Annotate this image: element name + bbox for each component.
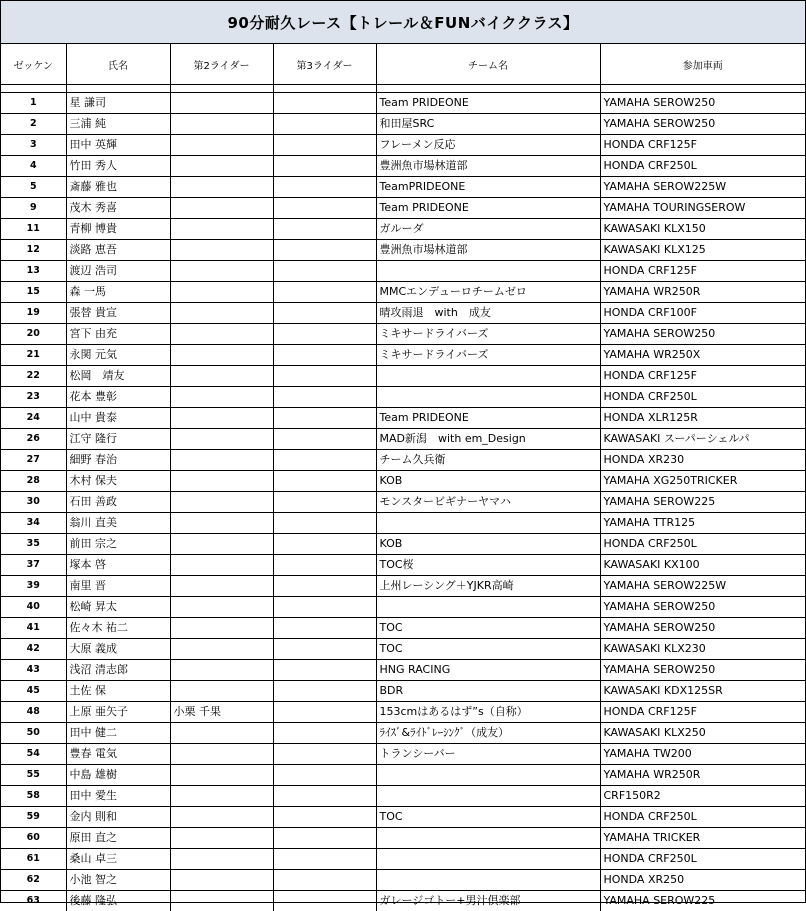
table-row — [1, 345, 805, 366]
second-rider-cell — [170, 408, 273, 429]
bib-number-cell: 50 — [1, 723, 66, 744]
rider-name-cell: 斎藤 雅也 — [66, 177, 170, 198]
bib-number-cell: 63 — [1, 891, 66, 911]
table-row — [1, 471, 805, 492]
vehicle-cell: YAMAHA WR250R — [600, 282, 805, 303]
rider-name-cell: 土佐 保 — [66, 681, 170, 702]
table-row — [1, 513, 805, 534]
second-rider-cell: 小栗 千果 — [170, 702, 273, 723]
third-rider-cell — [273, 786, 376, 807]
bib-number-cell: 1 — [1, 93, 66, 114]
bib-number-cell: 22 — [1, 366, 66, 387]
header-spacer-row — [1, 85, 805, 93]
vehicle-cell: YAMAHA SEROW250 — [600, 597, 805, 618]
third-rider-cell — [273, 282, 376, 303]
vehicle-cell: KAWASAKI KLX150 — [600, 219, 805, 240]
spacer-cell — [66, 85, 170, 93]
vehicle-cell: KAWASAKI KLX250 — [600, 723, 805, 744]
table-row — [1, 429, 805, 450]
table-row — [1, 93, 805, 114]
vehicle-cell: HONDA CRF250L — [600, 807, 805, 828]
rider-name-cell: 田中 愛生 — [66, 786, 170, 807]
team-name-cell: TOC — [376, 639, 600, 660]
header-vehicle: 参加車両 — [600, 44, 805, 85]
table-row — [1, 618, 805, 639]
table-row — [1, 198, 805, 219]
second-rider-cell — [170, 450, 273, 471]
team-name-cell: Team PRIDEONE — [376, 93, 600, 114]
third-rider-cell — [273, 471, 376, 492]
rider-name-cell: 松岡 靖友 — [66, 366, 170, 387]
vehicle-cell: HONDA CRF250L — [600, 156, 805, 177]
table-row — [1, 660, 805, 681]
second-rider-cell — [170, 639, 273, 660]
vehicle-cell: HONDA CRF250L — [600, 387, 805, 408]
second-rider-cell — [170, 114, 273, 135]
bib-number-cell: 39 — [1, 576, 66, 597]
table-row — [1, 702, 805, 723]
vehicle-cell: KAWASAKI KX100 — [600, 555, 805, 576]
rider-name-cell: 原田 直之 — [66, 828, 170, 849]
bib-number-cell: 30 — [1, 492, 66, 513]
rider-name-cell: 張替 貴宣 — [66, 303, 170, 324]
team-name-cell: TeamPRIDEONE — [376, 177, 600, 198]
vehicle-cell: YAMAHA WR250X — [600, 345, 805, 366]
header-second-rider: 第2ライダー — [170, 44, 273, 85]
bib-number-cell: 5 — [1, 177, 66, 198]
third-rider-cell — [273, 177, 376, 198]
rider-name-cell: 細野 春治 — [66, 450, 170, 471]
bib-number-cell: 12 — [1, 240, 66, 261]
table-body — [1, 93, 805, 911]
third-rider-cell — [273, 849, 376, 870]
third-rider-cell — [273, 765, 376, 786]
second-rider-cell — [170, 240, 273, 261]
third-rider-cell — [273, 576, 376, 597]
rider-name-cell: 石田 善政 — [66, 492, 170, 513]
team-name-cell: 豊洲魚市場林道部 — [376, 156, 600, 177]
table-row — [1, 219, 805, 240]
rider-name-cell: 田中 健二 — [66, 723, 170, 744]
bib-number-cell: 61 — [1, 849, 66, 870]
table-row — [1, 114, 805, 135]
table-row — [1, 261, 805, 282]
vehicle-cell: YAMAHA SEROW225W — [600, 177, 805, 198]
bib-number-cell: 24 — [1, 408, 66, 429]
third-rider-cell — [273, 93, 376, 114]
header-rider-name: 氏名 — [66, 44, 170, 85]
rider-name-cell: 前田 宗之 — [66, 534, 170, 555]
bib-number-cell: 59 — [1, 807, 66, 828]
second-rider-cell — [170, 303, 273, 324]
bib-number-cell: 27 — [1, 450, 66, 471]
vehicle-cell: HONDA XLR125R — [600, 408, 805, 429]
table-row — [1, 492, 805, 513]
vehicle-cell: HONDA XR250 — [600, 870, 805, 891]
vehicle-cell: KAWASAKI KLX125 — [600, 240, 805, 261]
third-rider-cell — [273, 303, 376, 324]
rider-name-cell: 金内 則和 — [66, 807, 170, 828]
third-rider-cell — [273, 513, 376, 534]
table-row — [1, 744, 805, 765]
second-rider-cell — [170, 555, 273, 576]
team-name-cell: ミキサードライバーズ — [376, 345, 600, 366]
third-rider-cell — [273, 534, 376, 555]
bib-number-cell: 19 — [1, 303, 66, 324]
rider-name-cell: 浅沼 清志郎 — [66, 660, 170, 681]
third-rider-cell — [273, 240, 376, 261]
second-rider-cell — [170, 135, 273, 156]
second-rider-cell — [170, 618, 273, 639]
team-name-cell: TOC — [376, 618, 600, 639]
third-rider-cell — [273, 681, 376, 702]
bib-number-cell: 45 — [1, 681, 66, 702]
entry-table — [1, 44, 805, 911]
table-row — [1, 681, 805, 702]
rider-name-cell: 塚本 啓 — [66, 555, 170, 576]
team-name-cell: チーム久兵衛 — [376, 450, 600, 471]
third-rider-cell — [273, 387, 376, 408]
table-row — [1, 282, 805, 303]
team-name-cell: ガレージゴトー+男汁倶楽部 — [376, 891, 600, 911]
rider-name-cell: 山中 貴泰 — [66, 408, 170, 429]
table-row — [1, 387, 805, 408]
team-name-cell: MAD新潟 with em_Design — [376, 429, 600, 450]
vehicle-cell: HONDA CRF125F — [600, 702, 805, 723]
vehicle-cell: KAWASAKI KDX125SR — [600, 681, 805, 702]
third-rider-cell — [273, 219, 376, 240]
second-rider-cell — [170, 660, 273, 681]
third-rider-cell — [273, 639, 376, 660]
second-rider-cell — [170, 156, 273, 177]
vehicle-cell: YAMAHA WR250R — [600, 765, 805, 786]
bib-number-cell: 54 — [1, 744, 66, 765]
team-name-cell: 和田屋SRC — [376, 114, 600, 135]
third-rider-cell — [273, 198, 376, 219]
third-rider-cell — [273, 618, 376, 639]
bib-number-cell: 37 — [1, 555, 66, 576]
rider-name-cell: 森 一馬 — [66, 282, 170, 303]
team-name-cell: 上州レーシング＋YJKR高崎 — [376, 576, 600, 597]
rider-name-cell: 田中 英輝 — [66, 135, 170, 156]
second-rider-cell — [170, 513, 273, 534]
team-name-cell — [376, 261, 600, 282]
vehicle-cell: YAMAHA TRICKER — [600, 828, 805, 849]
bib-number-cell: 62 — [1, 870, 66, 891]
second-rider-cell — [170, 597, 273, 618]
third-rider-cell — [273, 492, 376, 513]
team-name-cell — [376, 786, 600, 807]
header-bib-number: ゼッケン — [1, 44, 66, 85]
second-rider-cell — [170, 681, 273, 702]
sheet-title: 90分耐久レース【トレール＆FUNバイククラス】 — [1, 1, 805, 44]
table-row — [1, 576, 805, 597]
team-name-cell: 豊洲魚市場林道部 — [376, 240, 600, 261]
vehicle-cell: KAWASAKI スーパーシェルパ — [600, 429, 805, 450]
rider-name-cell: 渡辺 浩司 — [66, 261, 170, 282]
spacer-cell — [170, 85, 273, 93]
bib-number-cell: 58 — [1, 786, 66, 807]
second-rider-cell — [170, 576, 273, 597]
third-rider-cell — [273, 261, 376, 282]
second-rider-cell — [170, 492, 273, 513]
team-name-cell: KOB — [376, 534, 600, 555]
second-rider-cell — [170, 828, 273, 849]
team-name-cell: ガルーダ — [376, 219, 600, 240]
table-row — [1, 135, 805, 156]
bib-number-cell: 60 — [1, 828, 66, 849]
bib-number-cell: 40 — [1, 597, 66, 618]
table-row — [1, 723, 805, 744]
second-rider-cell — [170, 177, 273, 198]
table-row — [1, 303, 805, 324]
team-name-cell — [376, 849, 600, 870]
spacer-cell — [376, 85, 600, 93]
second-rider-cell — [170, 366, 273, 387]
second-rider-cell — [170, 870, 273, 891]
third-rider-cell — [273, 156, 376, 177]
rider-name-cell: 永関 元気 — [66, 345, 170, 366]
bib-number-cell: 34 — [1, 513, 66, 534]
second-rider-cell — [170, 786, 273, 807]
rider-name-cell: 松崎 昇太 — [66, 597, 170, 618]
rider-name-cell: 小池 智之 — [66, 870, 170, 891]
spacer-cell — [273, 85, 376, 93]
team-name-cell — [376, 870, 600, 891]
table-row — [1, 534, 805, 555]
team-name-cell: トランシーバー — [376, 744, 600, 765]
bib-number-cell: 15 — [1, 282, 66, 303]
table-row — [1, 177, 805, 198]
third-rider-cell — [273, 345, 376, 366]
table-row — [1, 828, 805, 849]
third-rider-cell — [273, 828, 376, 849]
rider-name-cell: 星 謙司 — [66, 93, 170, 114]
table-row — [1, 240, 805, 261]
team-name-cell: MMCエンデューロチームゼロ — [376, 282, 600, 303]
third-rider-cell — [273, 366, 376, 387]
table-row — [1, 156, 805, 177]
rider-name-cell: 宮下 由充 — [66, 324, 170, 345]
vehicle-cell: YAMAHA XG250TRICKER — [600, 471, 805, 492]
team-name-cell — [376, 597, 600, 618]
spacer-cell — [1, 85, 66, 93]
rider-name-cell: 淡路 恵吾 — [66, 240, 170, 261]
vehicle-cell: HONDA CRF100F — [600, 303, 805, 324]
team-name-cell: ミキサードライバーズ — [376, 324, 600, 345]
team-name-cell — [376, 387, 600, 408]
table-row — [1, 555, 805, 576]
third-rider-cell — [273, 114, 376, 135]
second-rider-cell — [170, 429, 273, 450]
second-rider-cell — [170, 387, 273, 408]
second-rider-cell — [170, 534, 273, 555]
vehicle-cell: YAMAHA SEROW225 — [600, 891, 805, 911]
rider-name-cell: 竹田 秀人 — [66, 156, 170, 177]
second-rider-cell — [170, 282, 273, 303]
team-name-cell: Team PRIDEONE — [376, 408, 600, 429]
team-name-cell: Team PRIDEONE — [376, 198, 600, 219]
table-row — [1, 765, 805, 786]
table-header-row — [1, 44, 805, 85]
second-rider-cell — [170, 891, 273, 911]
team-name-cell: 晴攻雨退 with 成友 — [376, 303, 600, 324]
rider-name-cell: 豊春 電気 — [66, 744, 170, 765]
rider-name-cell: 南里 晋 — [66, 576, 170, 597]
header-team-name: チーム名 — [376, 44, 600, 85]
third-rider-cell — [273, 891, 376, 911]
vehicle-cell: HONDA CRF125F — [600, 261, 805, 282]
team-name-cell: BDR — [376, 681, 600, 702]
team-name-cell: TOC — [376, 807, 600, 828]
bib-number-cell: 13 — [1, 261, 66, 282]
vehicle-cell: HONDA CRF250L — [600, 849, 805, 870]
second-rider-cell — [170, 324, 273, 345]
team-name-cell: モンスタービギナーヤマハ — [376, 492, 600, 513]
vehicle-cell: YAMAHA SEROW250 — [600, 114, 805, 135]
bib-number-cell: 55 — [1, 765, 66, 786]
rider-name-cell: 佐々木 祐二 — [66, 618, 170, 639]
rider-name-cell: 桑山 卓三 — [66, 849, 170, 870]
second-rider-cell — [170, 345, 273, 366]
second-rider-cell — [170, 471, 273, 492]
third-rider-cell — [273, 807, 376, 828]
rider-name-cell: 上原 亜矢子 — [66, 702, 170, 723]
vehicle-cell: YAMAHA TOURINGSEROW — [600, 198, 805, 219]
team-name-cell — [376, 765, 600, 786]
team-name-cell: ﾗｲｽﾞ&ﾗｲﾄﾞﾚｰｼﾝｸﾞ（成友） — [376, 723, 600, 744]
vehicle-cell: HONDA XR230 — [600, 450, 805, 471]
vehicle-cell: YAMAHA TW200 — [600, 744, 805, 765]
vehicle-cell: HONDA CRF125F — [600, 135, 805, 156]
bib-number-cell: 2 — [1, 114, 66, 135]
team-name-cell: 153cmはあるはず”s（自称） — [376, 702, 600, 723]
team-name-cell: KOB — [376, 471, 600, 492]
third-rider-cell — [273, 723, 376, 744]
bib-number-cell: 9 — [1, 198, 66, 219]
team-name-cell — [376, 366, 600, 387]
bib-number-cell: 42 — [1, 639, 66, 660]
third-rider-cell — [273, 324, 376, 345]
bib-number-cell: 21 — [1, 345, 66, 366]
third-rider-cell — [273, 702, 376, 723]
table-row — [1, 891, 805, 911]
table-row — [1, 597, 805, 618]
bib-number-cell: 48 — [1, 702, 66, 723]
second-rider-cell — [170, 849, 273, 870]
rider-name-cell: 青柳 博貴 — [66, 219, 170, 240]
second-rider-cell — [170, 198, 273, 219]
team-name-cell: TOC桜 — [376, 555, 600, 576]
third-rider-cell — [273, 408, 376, 429]
team-name-cell — [376, 513, 600, 534]
vehicle-cell: YAMAHA SEROW250 — [600, 324, 805, 345]
team-name-cell: HNG RACING — [376, 660, 600, 681]
second-rider-cell — [170, 744, 273, 765]
team-name-cell: フレーメン反応 — [376, 135, 600, 156]
bib-number-cell: 43 — [1, 660, 66, 681]
header-third-rider: 第3ライダー — [273, 44, 376, 85]
rider-name-cell: 江守 隆行 — [66, 429, 170, 450]
rider-name-cell: 茂木 秀喜 — [66, 198, 170, 219]
second-rider-cell — [170, 261, 273, 282]
bib-number-cell: 11 — [1, 219, 66, 240]
vehicle-cell: KAWASAKI KLX230 — [600, 639, 805, 660]
rider-name-cell: 後藤 隆弘 — [66, 891, 170, 911]
vehicle-cell: YAMAHA SEROW250 — [600, 93, 805, 114]
table-row — [1, 849, 805, 870]
table-row — [1, 870, 805, 891]
table-row — [1, 366, 805, 387]
third-rider-cell — [273, 597, 376, 618]
bib-number-cell: 35 — [1, 534, 66, 555]
table-row — [1, 324, 805, 345]
third-rider-cell — [273, 135, 376, 156]
rider-name-cell: 花本 豊彰 — [66, 387, 170, 408]
vehicle-cell: HONDA CRF250L — [600, 534, 805, 555]
bib-number-cell: 3 — [1, 135, 66, 156]
third-rider-cell — [273, 870, 376, 891]
vehicle-cell: CRF150R2 — [600, 786, 805, 807]
table-row — [1, 450, 805, 471]
table-row — [1, 807, 805, 828]
vehicle-cell: YAMAHA SEROW225 — [600, 492, 805, 513]
spacer-cell — [600, 85, 805, 93]
vehicle-cell: YAMAHA SEROW225W — [600, 576, 805, 597]
bib-number-cell: 4 — [1, 156, 66, 177]
third-rider-cell — [273, 429, 376, 450]
third-rider-cell — [273, 450, 376, 471]
third-rider-cell — [273, 660, 376, 681]
table-row — [1, 786, 805, 807]
second-rider-cell — [170, 765, 273, 786]
bib-number-cell: 23 — [1, 387, 66, 408]
rider-name-cell: 中島 雄樹 — [66, 765, 170, 786]
rider-name-cell: 三浦 純 — [66, 114, 170, 135]
rider-name-cell: 大原 義成 — [66, 639, 170, 660]
third-rider-cell — [273, 555, 376, 576]
vehicle-cell: HONDA CRF125F — [600, 366, 805, 387]
second-rider-cell — [170, 93, 273, 114]
bib-number-cell: 41 — [1, 618, 66, 639]
bib-number-cell: 28 — [1, 471, 66, 492]
team-name-cell — [376, 828, 600, 849]
vehicle-cell: YAMAHA SEROW250 — [600, 618, 805, 639]
table-row — [1, 408, 805, 429]
rider-name-cell: 木村 保夫 — [66, 471, 170, 492]
second-rider-cell — [170, 723, 273, 744]
second-rider-cell — [170, 219, 273, 240]
third-rider-cell — [273, 744, 376, 765]
second-rider-cell — [170, 807, 273, 828]
bib-number-cell: 20 — [1, 324, 66, 345]
vehicle-cell: YAMAHA SEROW250 — [600, 660, 805, 681]
rider-name-cell: 翁川 直美 — [66, 513, 170, 534]
vehicle-cell: YAMAHA TTR125 — [600, 513, 805, 534]
table-row — [1, 639, 805, 660]
bib-number-cell: 26 — [1, 429, 66, 450]
